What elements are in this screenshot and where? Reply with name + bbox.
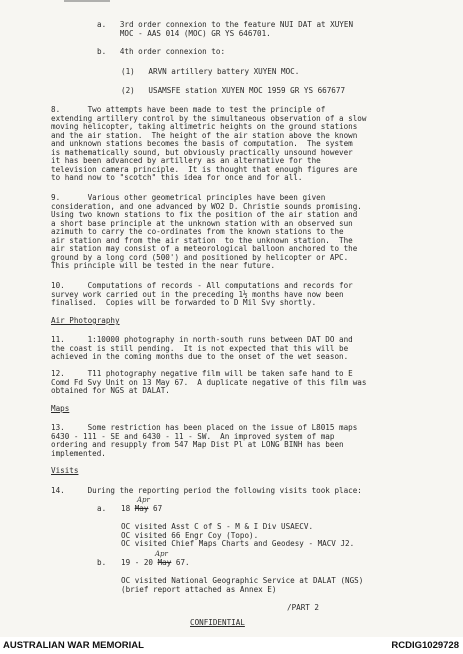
cropped-top-line [64, 0, 110, 5]
date-text: 19 - 20 [121, 558, 158, 567]
heading-maps: Maps [51, 404, 70, 413]
struck-month: May [134, 504, 149, 513]
para-8-line: extending artillery control by the simultaneous observation of a slow [51, 113, 367, 123]
handwritten-correction: Apr [155, 550, 168, 558]
para-9-line: ground by a long cord (500') and positioned by helicopter or APC. [51, 252, 349, 262]
para-14a-label: a. [97, 504, 107, 513]
date-text: 67. [171, 558, 190, 567]
para-10-line: 10. Computations of records - All computations and records for [51, 281, 353, 290]
para-13-line: implemented. [51, 448, 106, 458]
para-9-line: a short base principle at the unknown station with an observed sun [51, 218, 353, 228]
para-9-line: Using two known stations to fix the position of the air station and [51, 210, 358, 219]
para-12-line: 12. T11 photography negative film will be taken safe hand to E [51, 369, 353, 378]
para-11-line: achieved in the coming months due to the onset of the wet season. [51, 352, 349, 361]
para-7b: b. 4th order connexion to: [97, 47, 226, 56]
para-8-line: 8. Two attempts have been made to test the principle of [51, 105, 326, 114]
para-14b-line: OC visited National Geographic Service at DALAT (NGS) [121, 576, 364, 585]
para-7a-line-1: a. 3rd order connexion to the feature NUI DAT at XUYEN [97, 20, 354, 29]
para-8-line: and the air station. The height of the air station above the known [51, 130, 358, 140]
archive-name: AUSTRALIAN WAR MEMORIAL [3, 640, 144, 651]
para-9-line: consideration, and one advanced by WO2 D. Christie sounds promising. [51, 201, 362, 211]
para-9-line: azimuth to carry the co-ordinates from the known stations to the [51, 227, 344, 236]
para-14a-line: OC visited Chief Maps Charts and Geodesy - MACV J2. [121, 539, 355, 548]
para-7b-1: (1) ARVN artillery battery XUYEN MOC. [121, 67, 300, 76]
classification-marking: CONFIDENTIAL [190, 618, 245, 627]
para-13-line: 6430 - 111 - SE and 6430 - 11 - SW. An improved system of map [51, 431, 335, 441]
struck-month: May [157, 558, 172, 567]
para-7a-line-2: MOC - AAS 014 (MOC) GR YS 646701. [97, 29, 271, 38]
heading-visits: Visits [51, 466, 79, 475]
handwritten-correction: Apr [137, 496, 150, 504]
date-text: 67 [148, 504, 163, 513]
para-13-line: 13. Some restriction has been placed on the issue of L8015 maps [51, 423, 358, 432]
para-9-line: 9. Various other geometrical principles have been given [51, 193, 326, 202]
para-12-line: Comd Fd Svy Unit on 13 May 67. A duplicate negative of this film was [51, 377, 367, 387]
para-13-line: ordering and resupply from 547 Map Dist Pl at LONG BINH has been [51, 440, 344, 449]
para-14b-line: (brief report attached as Annex E) [121, 584, 277, 594]
para-8-line: it has been advanced by artillery as an alternative for the [51, 156, 321, 165]
para-14a-line: OC visited 66 Engr Coy (Topo). [121, 530, 259, 540]
record-id: RCDIG1029728 [391, 640, 459, 651]
para-14b-date [121, 559, 190, 568]
para-8-line: television camera principle. It is thought that enough figures are [51, 164, 358, 174]
para-14: 14. During the reporting period the following visits took place: [51, 486, 362, 495]
para-10-line: survey work carried out in the preceding 1½ months have now been [51, 289, 344, 299]
para-8-line: and unknown stations becomes the basis of computation. The system [51, 139, 353, 148]
para-14a-line: OC visited Asst C of S - M & I Div USAECV. [121, 522, 314, 531]
para-14b-label: b. [97, 558, 107, 567]
archive-footer [0, 637, 463, 654]
para-7b-2: (2) USAMSFE station XUYEN MOC 1959 GR YS 667677 [121, 86, 346, 95]
para-8-line: is mathematically sound, but obviously practically unsound however [51, 147, 353, 157]
para-14a-date [121, 505, 162, 514]
para-11-line: the coast is still pending. It is not expected that this will be [51, 343, 349, 353]
para-8-line: moving helicopter, taking altimetric heights on the ground stations [51, 122, 358, 131]
continuation-marker: /PART 2 [287, 603, 320, 612]
para-9-line: air station may consist of a meteorological balloon anchored to the [51, 244, 358, 253]
para-8-line: to hand now to "scotch" this idea for once and for all. [51, 173, 303, 182]
para-9-line: This principle will be tested in the near future. [51, 261, 276, 270]
heading-air-photography: Air Photography [51, 316, 120, 325]
date-text: 18 [121, 504, 135, 513]
para-11-line: 11. 1:10000 photography in north-south runs between DAT DO and [51, 335, 353, 344]
para-12-line: obtained for NGS at DALAT. [51, 386, 170, 395]
para-9-line: air station and from the air station to the unknown station. The [51, 235, 353, 245]
para-10-line: finalised. Copies will be forwarded to D Mil Svy shortly. [51, 298, 317, 307]
